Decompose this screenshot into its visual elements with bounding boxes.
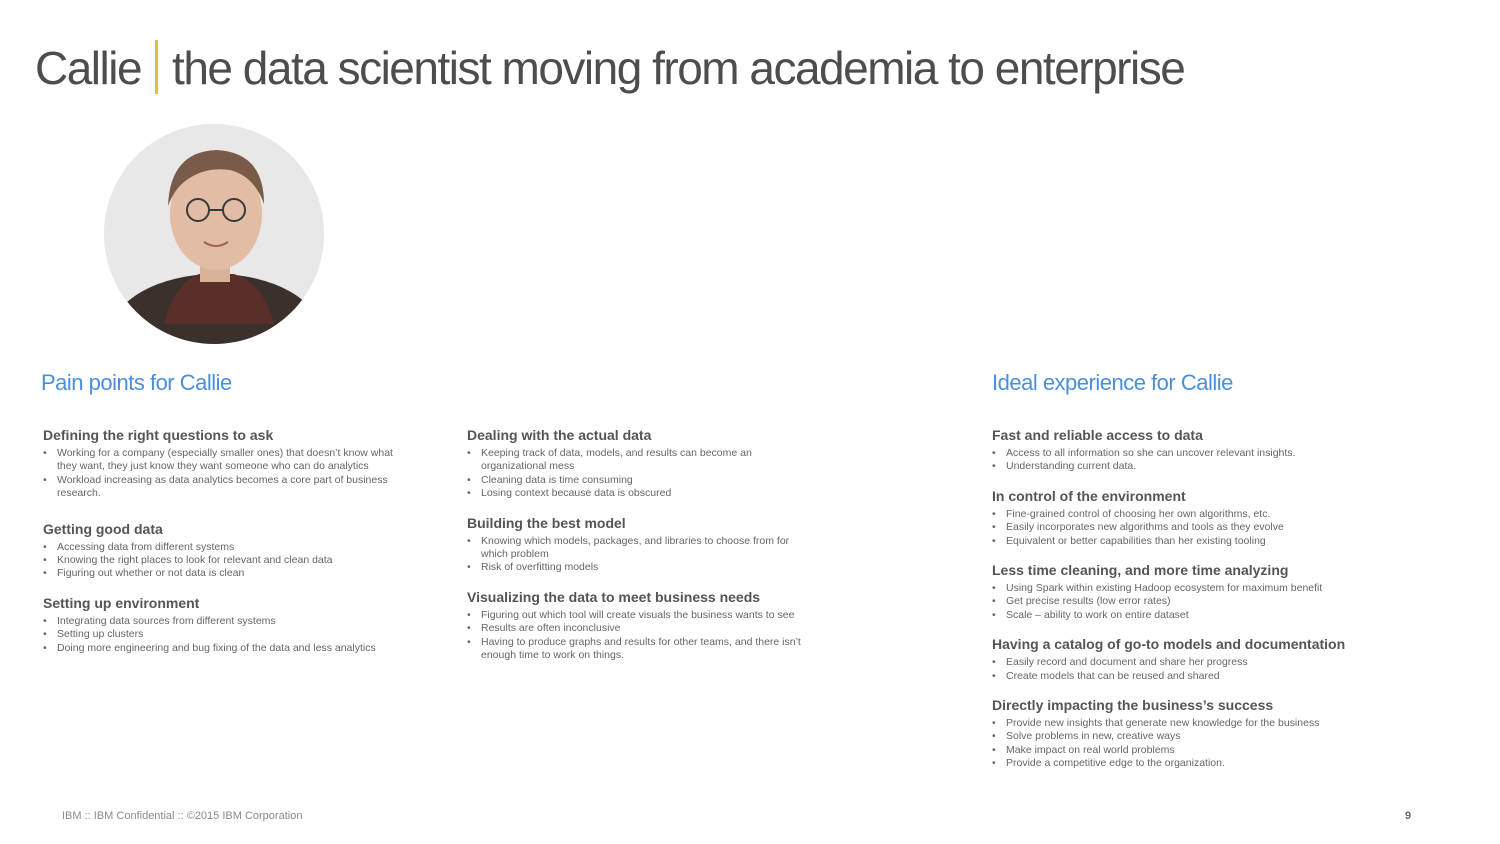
list-item: • Having to produce graphs and results for other teams, and there isn’t enough time to work on things. [481,636,812,663]
ideal-experience-heading: Directly impacting the business’s success [992,697,1274,714]
pain-point-heading: Building the best model [467,514,626,531]
ideal-experience-heading: In control of the environment [992,487,1186,504]
ideal-experience-block [992,488,1362,548]
list-item: • Keeping track of data, models, and results can become an organizational mess [481,447,812,474]
list-item: • Understanding current data. [1006,460,1362,473]
pain-point-heading: Dealing with the actual data [467,427,652,443]
pain-point-block [467,427,812,501]
list-item: • Scale – ability to work on entire dataset [1006,609,1362,622]
list-item: • Get precise results (low error rates) [1006,595,1362,608]
pain-point-list [467,609,812,663]
pain-point-block [43,595,413,655]
ideal-experience-block [992,427,1362,474]
list-item: • Workload increasing as data analytics becomes a core part of business research. [57,474,413,501]
ideal-experience-list [992,447,1362,474]
list-item: • Equivalent or better capabilities than her existing tooling [1006,535,1362,548]
ideal-experience-list [992,717,1362,771]
list-item: • Solve problems in new, creative ways [1006,730,1362,743]
pain-points-title: Pain points for Callie [41,370,232,395]
list-item: • Figuring out which tool will create visuals the business wants to see [481,609,812,622]
title-divider [155,40,158,94]
pain-point-block [467,589,812,663]
list-item: • Fine-grained control of choosing her own algorithms, etc. [1006,508,1362,521]
list-item: • Cleaning data is time consuming [481,474,812,487]
pain-point-heading: Setting up environment [43,594,200,611]
persona-subtitle: the data scientist moving from academia to enterprise [172,42,1185,94]
page-number: 9 [1405,810,1412,822]
pain-point-heading: Visualizing the data to meet business needs [467,588,761,605]
ideal-experience-block [992,697,1362,771]
persona-name: Callie [35,42,142,94]
list-item: • Provide a competitive edge to the organization. [1006,757,1362,770]
ideal-experience-column [992,427,1362,783]
ideal-experience-list [992,656,1362,683]
list-item: • Setting up clusters [57,628,413,641]
portrait-image [104,124,324,344]
pain-point-block [43,427,413,501]
list-item: • Doing more engineering and bug fixing of the data and less analytics [57,642,413,655]
list-item: • Access to all information so she can uncover relevant insights. [1006,447,1362,460]
pain-point-heading: Defining the right questions to ask [43,427,274,443]
list-item: • Results are often inconclusive [481,622,812,635]
list-item: • Provide new insights that generate new knowledge for the business [1006,717,1362,730]
pain-point-block [43,521,413,581]
pain-point-list [467,447,812,501]
ideal-experience-title: Ideal experience for Callie [992,370,1233,395]
ideal-experience-heading: Less time cleaning, and more time analyzing [992,562,1289,579]
ideal-experience-heading: Fast and reliable access to data [992,427,1203,443]
persona-avatar [104,124,324,344]
ideal-experience-heading: Having a catalog of go-to models and documentation [992,636,1346,653]
list-item: • Integrating data sources from different systems [57,615,413,628]
footer-text: IBM :: IBM Confidential :: ©2015 IBM Corporation [62,810,303,822]
list-item: • Easily incorporates new algorithms and tools as they evolve [1006,521,1362,534]
list-item: • Accessing data from different systems [57,541,413,554]
pain-point-block [467,515,812,575]
list-item: • Figuring out whether or not data is clean [57,567,413,580]
list-item: • Create models that can be reused and shared [1006,670,1362,683]
list-item: • Knowing which models, packages, and libraries to choose from for which problem [481,535,812,562]
ideal-experience-block [992,562,1362,622]
list-item: • Knowing the right places to look for relevant and clean data [57,554,413,567]
pain-points-left-column [43,427,413,667]
list-item: • Using Spark within existing Hadoop ecosystem for maximum benefit [1006,582,1362,595]
pain-point-heading: Getting good data [43,520,163,537]
list-item: • Risk of overfitting models [481,561,812,574]
ideal-experience-list [992,582,1362,622]
pain-point-list [43,447,413,501]
ideal-experience-list [992,508,1362,548]
list-item: • Easily record and document and share her progress [1006,656,1362,669]
list-item: • Working for a company (especially smaller ones) that doesn’t know what they want, they just know they want someone who can do analytics [57,447,413,474]
ideal-experience-block [992,636,1362,683]
pain-point-list [43,541,413,581]
pain-point-list [467,535,812,575]
pain-points-right-column [467,427,812,674]
page-title [35,38,1184,98]
list-item: • Make impact on real world problems [1006,744,1362,757]
list-item: • Losing context because data is obscured [481,487,812,500]
pain-point-list [43,615,413,655]
